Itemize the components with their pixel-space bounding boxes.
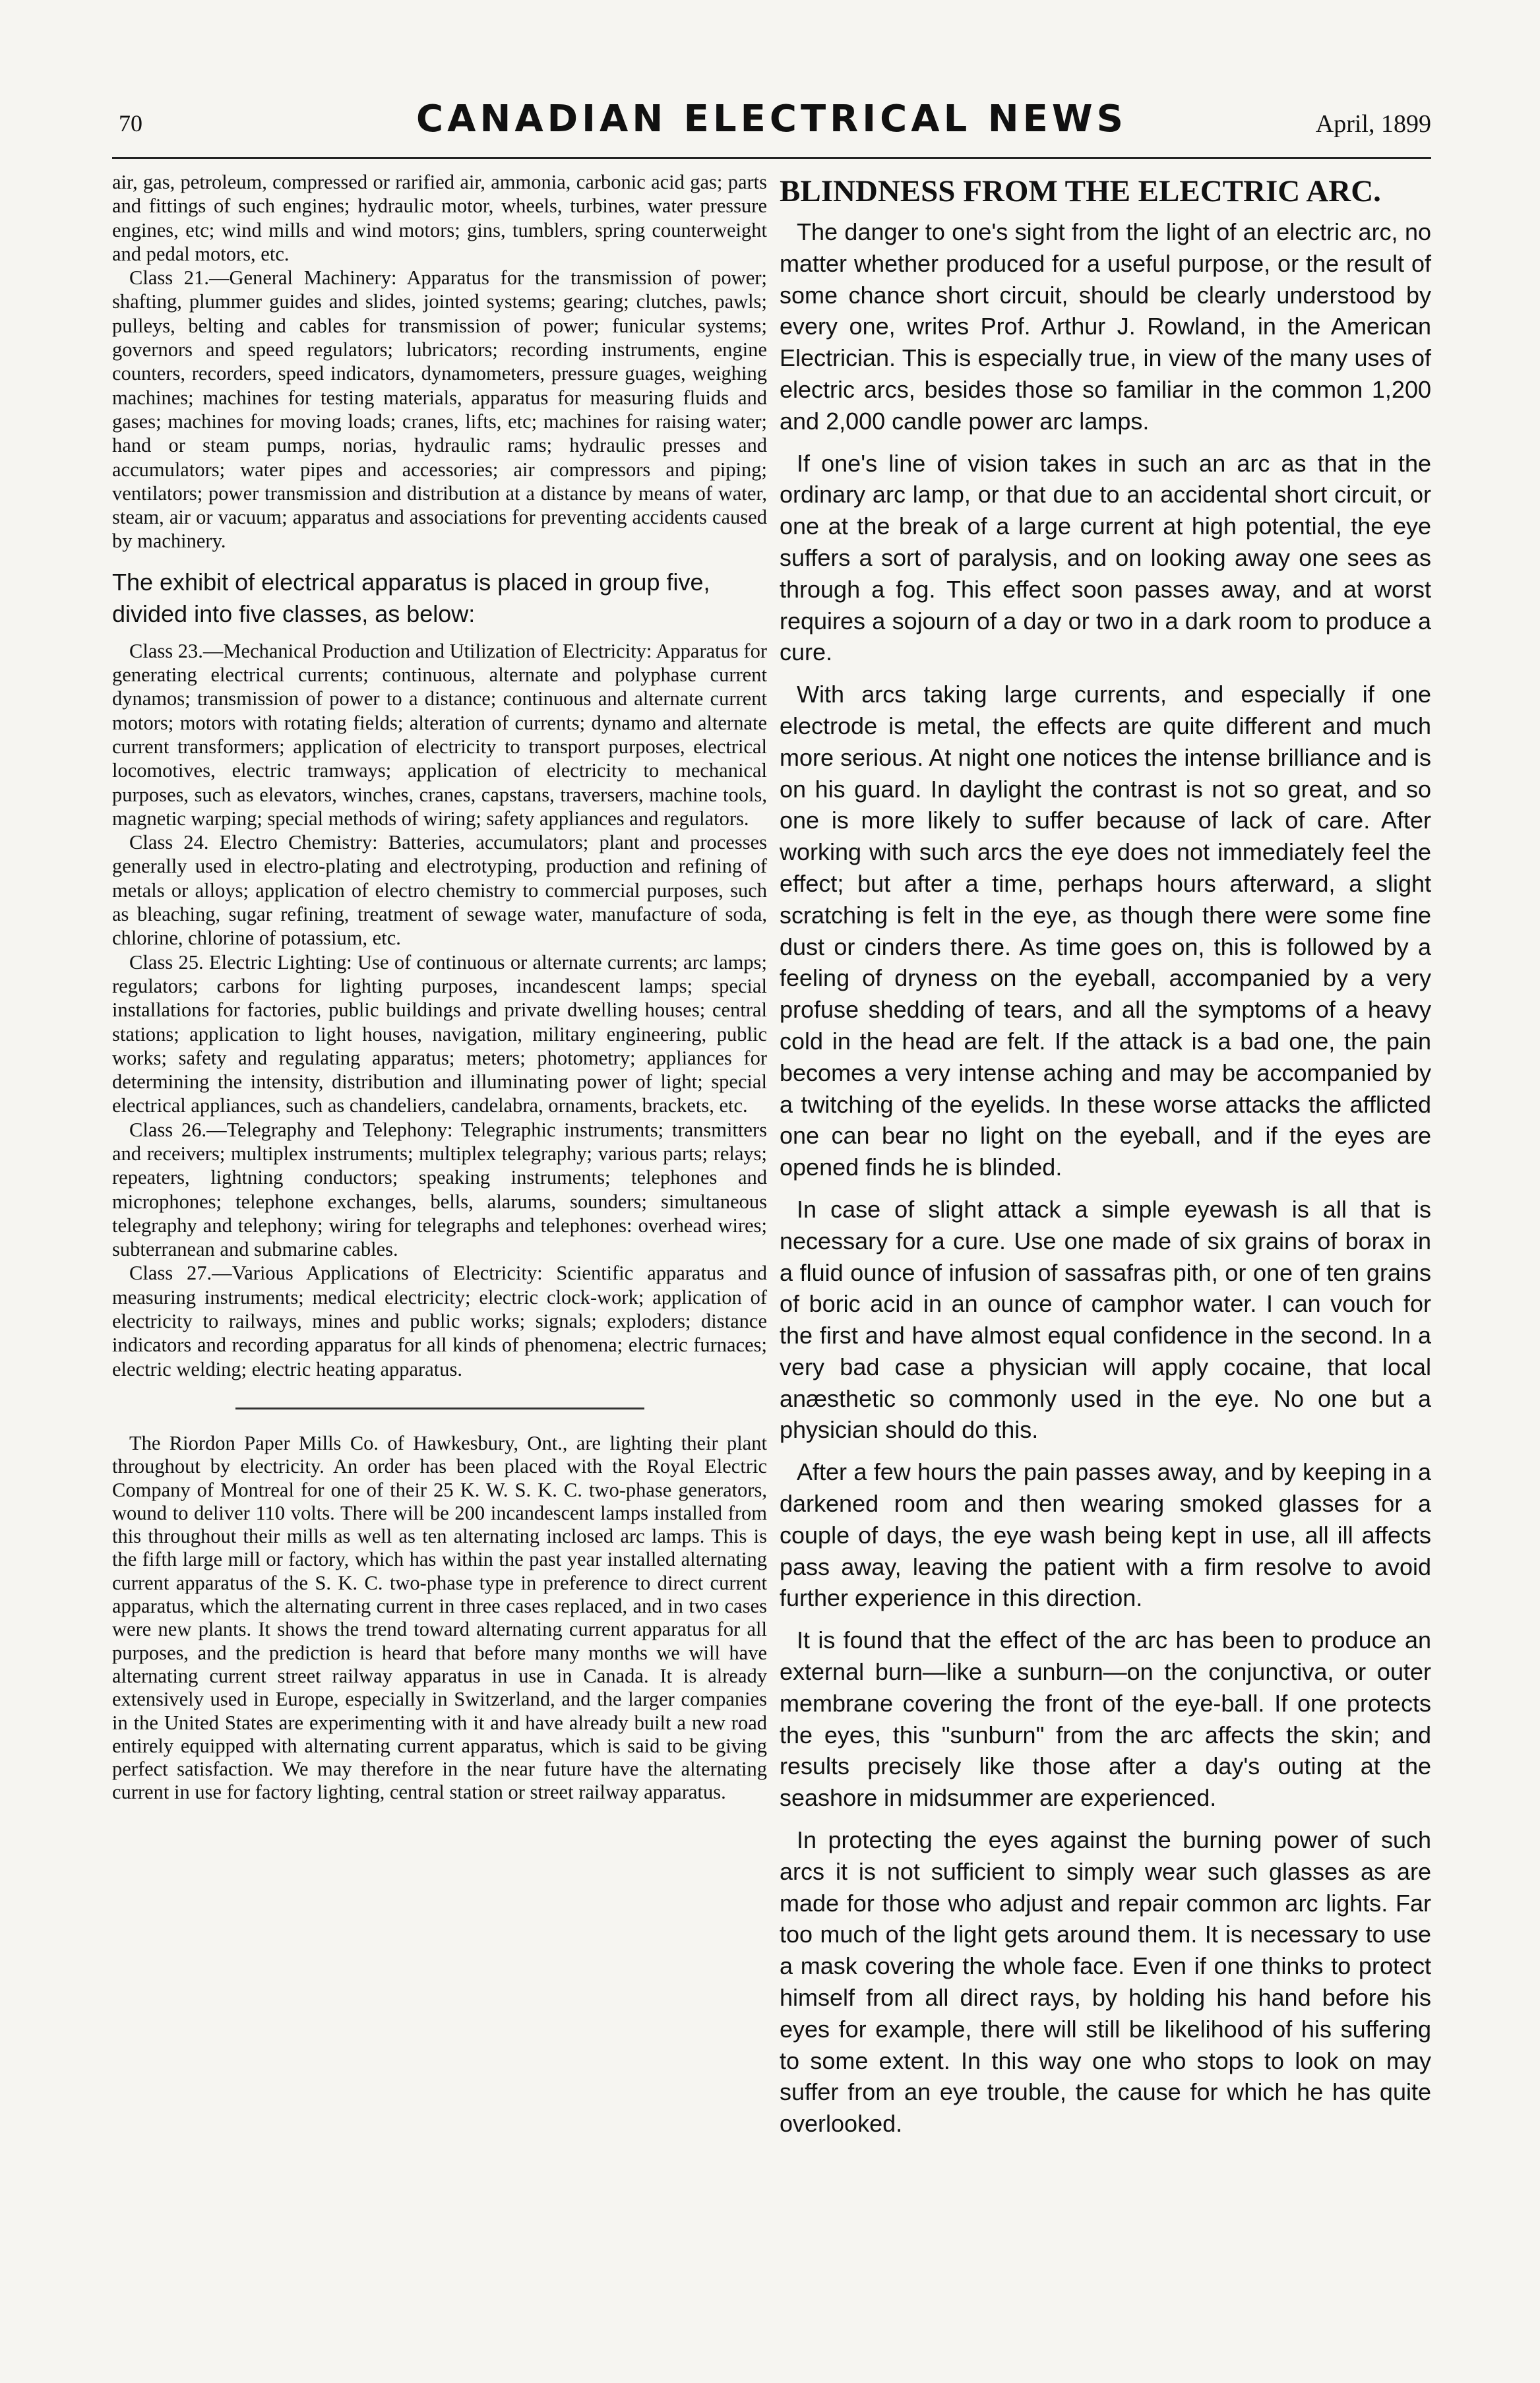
issue-date: April, 1899	[1315, 110, 1431, 138]
class-26-paragraph: Class 26.—Telegraphy and Telephony: Telegraphic instruments; transmitters and receivers; multiplex instruments; multiplex telegraphy; various parts; relays; repeaters, lightning conductors; speaking instruments; telephones and microphones; telephone exchanges, bells, alarums, sounders; simultaneous telegraphy and telephony; wiring for telegraphs and telephones: overhead wires; subterranean and submarine cables.	[112, 1118, 767, 1261]
article-title: BLINDNESS FROM THE ELECTRIC ARC.	[780, 174, 1381, 208]
left-column	[112, 170, 767, 1805]
class-24-paragraph: Class 24. Electro Chemistry: Batteries, accumulators; plant and processes generally used in electro-plating and electrotyping, production and refining of metals or alloys; application of electro chemistry to commercial purposes, such as bleaching, sugar refining, treatment of sewage water, manufacture of soda, chlorine, chlorine of potassium, etc.	[112, 831, 767, 950]
article-paragraph: It is found that the effect of the arc has been to produce an external burn—like a sunburn—on the conjunctiva, or outer membrane covering the front of the eye-ball. If one protects the eyes, this "sunburn" from the arc affects the skin; and results precisely like those after a day's outing at the seashore in midsummer are experienced.	[780, 1626, 1431, 1812]
article-paragraph: After a few hours the pain passes away, and by keeping in a darkened room and then wearing smoked glasses for a couple of days, the eye wash being kept in use, all ill affects pass away, leaving the patient with a firm resolve to avoid further experience in this direction.	[780, 1458, 1431, 1612]
page-number: 70	[119, 110, 142, 137]
article-paragraph: In protecting the eyes against the burning power of such arcs it is not sufficient to simply wear such glasses as are made for those who adjust and repair common arc lights. Far too much of the light gets around them. It is necessary to use a mask covering the whole face. Even if one thinks to protect himself from all direct rays, by holding his hand before his eyes for example, there will still be likelihood of his suffering to some extent. In this way one who stops to look on may suffer from an eye trouble, the cause for which he has quite overlooked.	[780, 1826, 1431, 2138]
right-column	[780, 170, 1431, 2150]
page-header	[112, 92, 1431, 158]
continued-paragraph: air, gas, petroleum, compressed or rarified air, ammonia, carbonic acid gas; parts and fittings of such engines; hydraulic motor, wheels, turbines, water pressure engines, etc; wind mills and wind motors; gins, tumblers, spring counterweight and pedal motors, etc.	[112, 171, 767, 265]
article-paragraph: With arcs taking large currents, and especially if one electrode is metal, the effects are quite different and much more serious. At night one notices the intense brilliance and is on his guard. In daylight the contrast is not so great, and so one is more likely to suffer because of lack of care. After working with such arcs the eye does not immediately feel the effect; but after a time, perhaps hours afterward, a slight scratching is felt in the eye, as though there were some fine dust or cinders there. As time goes on, this is followed by a feeling of dryness on the eyeball, accompanied by a very profuse shedding of tears, and all the symptoms of a heavy cold in the head are felt. If the attack is a bad one, the pain becomes a very intense aching and may be accompanied by a twitching of the eyelids. In these worse attacks the afflicted one can bear no light on the eyeball, and if the eyes are opened finds he is blinded.	[780, 681, 1431, 1181]
riordon-news-item: The Riordon Paper Mills Co. of Hawkesbury, Ont., are lighting their plant throughout by electricity. An order has been placed with the Royal Electric Company of Montreal for one of their 25 K. W. S. K. C. two-phase generators, wound to deliver 110 volts. There will be 200 incandescent lamps installed from this throughout their mills as well as ten alternating inclosed arc lamps. This is the fifth large mill or factory, which has within the past year installed alternating current apparatus of the S. K. C. two-phase type in preference to direct current apparatus, which the alternating current in three cases replaced, and in two cases were new plants. It shows the trend toward alternating current apparatus for all purposes, and the prediction is heard that before many months we will have alternating current street railway apparatus in use in Canada. It is already extensively used in Europe, especially in Switzerland, and the larger companies in the United States are experimenting with it and have already built a new road entirely equipped with alternating current apparatus, which is said to be giving perfect satisfaction. We may therefore in the near future have the alternating current in use for factory lighting, central station or street railway apparatus.	[112, 1431, 767, 1804]
header-rule	[112, 157, 1431, 159]
masthead-title: CANADIAN ELECTRICAL NEWS	[416, 98, 1127, 140]
section-divider	[235, 1408, 644, 1409]
article-paragraph: The danger to one's sight from the light of an electric arc, no matter whether produced for a useful purpose, or the result of some chance short circuit, should be clearly understood by every one, writes Prof. Arthur J. Rowland, in the American Electrician. This is especially true, in view of the many uses of electric arcs, besides those so familiar in the common 1,200 and 2,000 candle power arc lamps.	[780, 218, 1431, 435]
article-paragraph: If one's line of vision takes in such an arc as that in the ordinary arc lamp, or that due to an accidental short circuit, or one at the break of a large current at high potential, the eye suffers a sort of paralysis, and on looking away one sees as through a fog. This effect soon passes away, and at worst requires a sojourn of a day or two in a dark room to produce a cure.	[780, 449, 1431, 666]
class-25-paragraph: Class 25. Electric Lighting: Use of continuous or alternate currents; arc lamps; regulators; carbons for lighting purposes, incandescent lamps; special installations for factories, public buildings and private dwelling houses; central stations; application to light houses, navigation, military engineering, public works; safety and regulating apparatus; meters; photometry; appliances for determining the intensity, distribution and illuminating power of light; special electrical appliances, such as chandeliers, candelabra, ornaments, brackets, etc.	[112, 950, 767, 1117]
article-paragraph: In case of slight attack a simple eyewash is all that is necessary for a cure. Use one made of six grains of borax in a fluid ounce of infusion of sassafras pith, or one of ten grains of boric acid in an ounce of camphor water. I can vouch for the first and have almost equal confidence in the second. In a very bad case a physician will apply cocaine, that local anæsthetic so commonly used in the eye. No one but a physician should do this.	[780, 1195, 1431, 1444]
class-27-paragraph: Class 27.—Various Applications of Electricity: Scientific apparatus and measuring instruments; medical electricity; electric clock-work; application of electricity to railways, mines and public works; signals; exploders; distance indicators and recording apparatus for all kinds of phenomena; electric furnaces; electric welding; electric heating apparatus.	[112, 1262, 767, 1380]
class-21-paragraph: Class 21.—General Machinery: Apparatus for the transmission of power; shafting, plummer guides and slides, jointed systems; gearing; clutches, pawls; pulleys, belting and cables for transmission of power; funicular systems; governors and speed regulators; lubricators; recording instruments, engine counters, recorders, speed indicators, dynamometers, pressure guages, weighing machines; machines for testing materials, apparatus for measuring fluids and gases; machines for moving loads; cranes, lifts, etc; machines for raising water; hand or steam pumps, norias, hydraulic rams; hydraulic presses and accumulators; water pipes and accessories; air compressors and piping; ventilators; power transmission and distribution at a distance by means of water, steam, air or vacuum; apparatus and associations for preventing accidents caused by machinery.	[112, 266, 767, 553]
electrical-exhibit-lead: The exhibit of electrical apparatus is placed in group five, divided into five classes, as below:	[112, 568, 710, 627]
class-23-paragraph: Class 23.—Mechanical Production and Utilization of Electricity: Apparatus for generating electrical currents; continuous, alternate and polyphase current dynamos; transmission of power to a distance; continuous and alternate current motors; motors with rotating fields; alteration of currents; dynamo and alternate current transformers; application of electricity to transport purposes, electrical locomotives, electric tramways; application of electricity to mechanical purposes, such as elevators, winches, cranes, capstans, traversers, machine tools, magnetic warping; special methods of wiring; safety appliances and regulators.	[112, 639, 767, 830]
